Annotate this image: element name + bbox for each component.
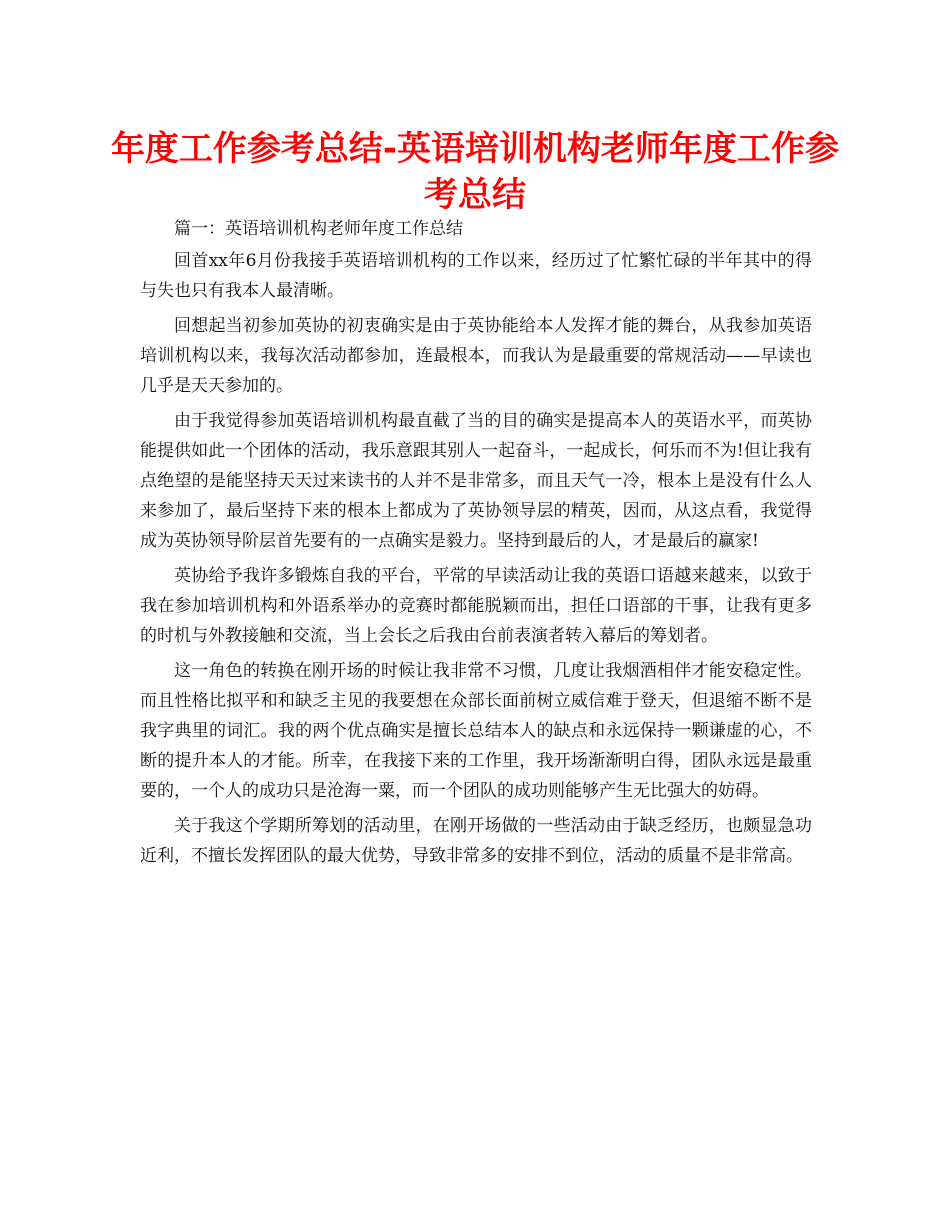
paragraph-3: 由于我觉得参加英语培训机构最直截了当的目的确实是提高本人的英语水平，而英协能提供如此一个团体的活动，我乐意跟其别人一起奋斗，一起成长，何乐而不为!但让我有点绝望的是能坚持天天过来读书的人并不是非常多，而且天气一冷，根本上是没有什么人来参加了，最后坚持下来的根本上都成为了英协领导层的精英，因而，从这点看，我觉得成为英协领导阶层首先要有的一点确实是毅力。坚持到最后的人，才是最后的赢家! — [140, 411, 812, 551]
section-subtitle: 篇一：英语培训机构老师年度工作总结 — [174, 219, 463, 239]
document-body — [140, 214, 812, 876]
paragraph-1: 回首xx年6月份我接手英语培训机构的工作以来，经历过了忙繁忙碌的半年其中的得与失也只有我本人最清晰。 — [140, 251, 812, 301]
paragraph-4: 英协给予我许多锻炼自我的平台，平常的早读活动让我的英语口语越来越来，以致于我在参加培训机构和外语系举办的竞赛时都能脱颖而出，担任口语部的干事，让我有更多的时机与外教接触和交流，当上会长之后我由台前表演者转入幕后的筹划者。 — [140, 566, 812, 646]
paragraph-6: 关于我这个学期所筹划的活动里，在刚开场做的一些活动由于缺乏经历，也颇显急功近利，不擅长发挥团队的最大优势，导致非常多的安排不到位，活动的质量不是非常高。 — [140, 816, 812, 866]
document-title: 年度工作参考总结-英语培训机构老师年度工作参考总结 — [110, 129, 840, 215]
paragraph-5: 这一角色的转换在刚开场的时候让我非常不习惯，几度让我烟酒相伴才能安稳定性。而且性格比拟平和和缺乏主见的我要想在众部长面前树立威信难于登天，但退缩不断不是我字典里的词汇。我的两个优点确实是擅长总结本人的缺点和永远保持一颗谦虚的心，不断的提升本人的才能。所幸，在我接下来的工作里，我开场渐渐明白得，团队永远是最重要的，一个人的成功只是沧海一粟，而一个团队的成功则能够产生无比强大的妨碍。 — [140, 661, 812, 801]
paragraph-2: 回想起当初参加英协的初衷确实是由于英协能给本人发挥才能的舞台，从我参加英语培训机构以来，我每次活动都参加，连最根本，而我认为是最重要的常规活动——早读也几乎是天天参加的。 — [140, 316, 812, 396]
